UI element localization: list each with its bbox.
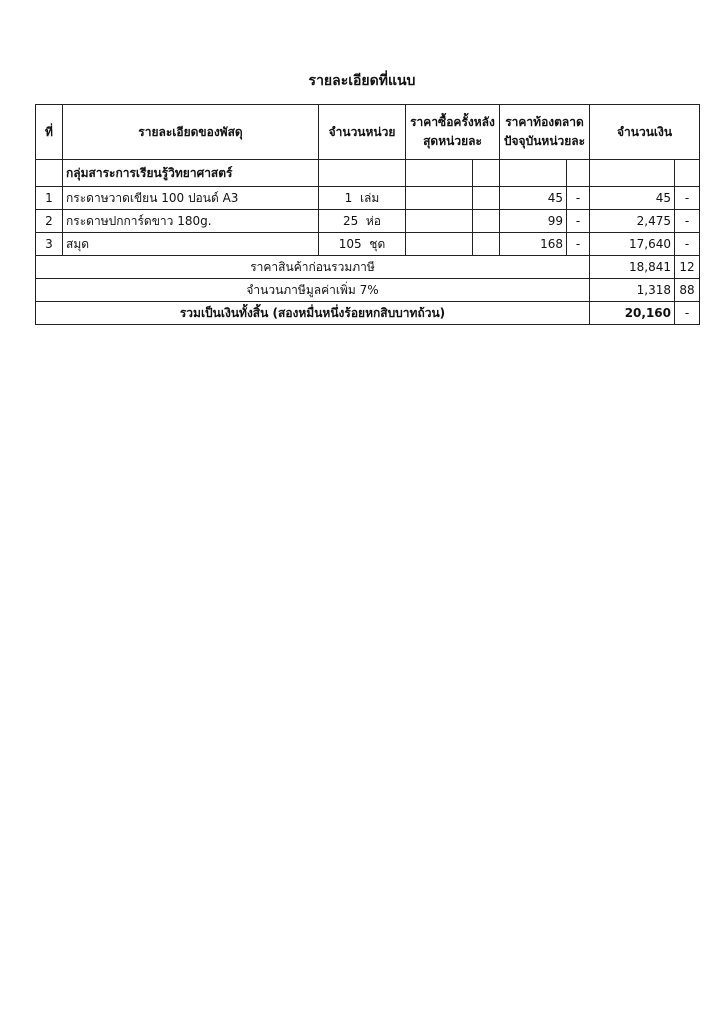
vat-row bbox=[36, 279, 700, 302]
header-last-price: ราคาซื้อครั้งหลังสุดหน่วยละ bbox=[406, 105, 500, 160]
row-item: กระดาษปกการ์ดขาว 180g. bbox=[63, 210, 319, 233]
items-table bbox=[35, 104, 700, 325]
row-number: 2 bbox=[36, 210, 63, 233]
group-row bbox=[36, 160, 700, 187]
row-number: 1 bbox=[36, 187, 63, 210]
row-amount-satang: - bbox=[675, 233, 700, 256]
vat-label: จำนวนภาษีมูลค่าเพิ่ม 7% bbox=[36, 279, 590, 302]
row-market-baht: 45 bbox=[500, 187, 567, 210]
row-quantity: 105 ชุด bbox=[319, 233, 406, 256]
row-market-satang: - bbox=[567, 233, 590, 256]
document-title: รายละเอียดที่แนบ bbox=[308, 73, 416, 89]
row-amount-baht: 45 bbox=[590, 187, 675, 210]
row-amount-baht: 2,475 bbox=[590, 210, 675, 233]
header-amount: จำนวนเงิน bbox=[590, 105, 700, 160]
row-item: สมุด bbox=[63, 233, 319, 256]
total-label: รวมเป็นเงินทั้งสิ้น (สองหมื่นหนึ่งร้อยหกสิบบาทถ้วน) bbox=[36, 302, 590, 325]
table-row bbox=[36, 210, 700, 233]
row-amount-baht: 17,640 bbox=[590, 233, 675, 256]
subtotal-baht: 18,841 bbox=[590, 256, 675, 279]
vat-baht: 1,318 bbox=[590, 279, 675, 302]
header-market-price: ราคาท้องตลาดปัจจุบันหน่วยละ bbox=[500, 105, 590, 160]
row-market-satang: - bbox=[567, 210, 590, 233]
subtotal-satang: 12 bbox=[675, 256, 700, 279]
row-market-satang: - bbox=[567, 187, 590, 210]
row-amount-satang: - bbox=[675, 210, 700, 233]
row-market-baht: 99 bbox=[500, 210, 567, 233]
subtotal-row bbox=[36, 256, 700, 279]
subtotal-label: ราคาสินค้าก่อนรวมภาษี bbox=[36, 256, 590, 279]
row-item: กระดาษวาดเขียน 100 ปอนด์ A3 bbox=[63, 187, 319, 210]
total-satang: - bbox=[675, 302, 700, 325]
group-label: กลุ่มสาระการเรียนรู้วิทยาศาสตร์ bbox=[63, 160, 319, 187]
table-row bbox=[36, 187, 700, 210]
table-row bbox=[36, 233, 700, 256]
header-unit: จำนวนหน่วย bbox=[319, 105, 406, 160]
row-quantity: 25 ห่อ bbox=[319, 210, 406, 233]
row-number: 3 bbox=[36, 233, 63, 256]
header-no: ที่ bbox=[36, 105, 63, 160]
row-quantity: 1 เล่ม bbox=[319, 187, 406, 210]
total-row bbox=[36, 302, 700, 325]
row-amount-satang: - bbox=[675, 187, 700, 210]
total-baht: 20,160 bbox=[590, 302, 675, 325]
header-item: รายละเอียดของพัสดุ bbox=[63, 105, 319, 160]
row-market-baht: 168 bbox=[500, 233, 567, 256]
header-row bbox=[36, 105, 700, 160]
vat-satang: 88 bbox=[675, 279, 700, 302]
